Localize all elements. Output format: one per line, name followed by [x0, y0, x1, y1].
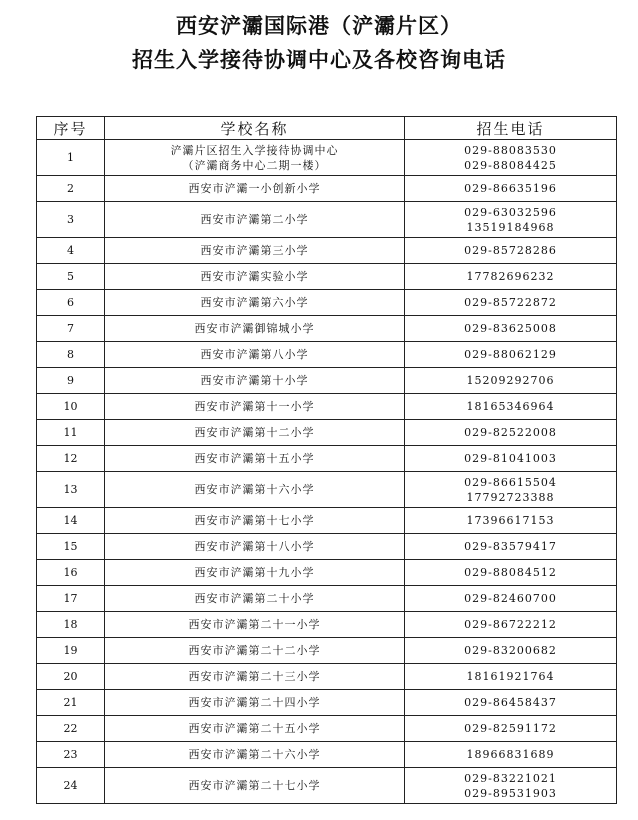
school-name-cell — [105, 638, 405, 664]
phone-number: 029-83579417 — [464, 540, 557, 553]
phone-number: 18966831689 — [466, 748, 555, 761]
table-row — [37, 560, 617, 586]
phone-cell — [405, 586, 617, 612]
school-name-cell — [105, 586, 405, 612]
row-number: 19 — [37, 638, 105, 664]
phone-cell — [405, 534, 617, 560]
phone-cell — [405, 342, 617, 368]
table-row — [37, 290, 617, 316]
school-name-cell — [105, 560, 405, 586]
phone-number: 029-85728286 — [464, 244, 557, 257]
phone-cell — [405, 264, 617, 290]
school-name: 西安市浐灞第二十三小学 — [188, 670, 321, 683]
phone-cell — [405, 202, 617, 238]
phone-cell — [405, 472, 617, 508]
row-number: 22 — [37, 716, 105, 742]
school-name-cell — [105, 368, 405, 394]
row-number: 11 — [37, 420, 105, 446]
phone-number: 029-86615504 — [464, 475, 557, 489]
school-name-cell — [105, 508, 405, 534]
document-title-line-2: 招生入学接待协调中心及各校咨询电话 — [132, 47, 506, 72]
row-number: 8 — [37, 342, 105, 368]
row-number: 12 — [37, 446, 105, 472]
phone-number: 029-82591172 — [464, 722, 557, 735]
phone-cell — [405, 612, 617, 638]
school-name-cell — [105, 394, 405, 420]
school-name-cell — [105, 472, 405, 508]
school-name: 西安市浐灞实验小学 — [200, 270, 309, 283]
phone-cell — [405, 560, 617, 586]
row-number: 20 — [37, 664, 105, 690]
phone-cell — [405, 508, 617, 534]
phone-cell — [405, 176, 617, 202]
phone-cell — [405, 394, 617, 420]
phone-cell — [405, 290, 617, 316]
school-name: 西安市浐灞第十五小学 — [194, 452, 315, 465]
phone-number: 029-83221021 — [464, 771, 557, 785]
table-body — [37, 140, 617, 804]
phone-cell — [405, 690, 617, 716]
school-name: 西安市浐灞第十二小学 — [194, 426, 315, 439]
phone-number: 029-82522008 — [464, 426, 557, 439]
school-name-cell — [105, 742, 405, 768]
table-row — [37, 420, 617, 446]
school-name-cell — [105, 420, 405, 446]
school-name: 西安市浐灞第六小学 — [200, 296, 309, 309]
school-name: 西安市浐灞第二十五小学 — [188, 722, 321, 735]
phone-number: 029-89531903 — [464, 786, 557, 800]
school-name: 西安市浐灞第二十二小学 — [188, 644, 321, 657]
school-name: 西安市浐灞第十八小学 — [194, 540, 315, 553]
table-row — [37, 140, 617, 176]
row-number: 6 — [37, 290, 105, 316]
phone-number: 15209292706 — [466, 374, 555, 387]
table-row — [37, 586, 617, 612]
phone-cell — [405, 768, 617, 804]
row-number: 23 — [37, 742, 105, 768]
table-row — [37, 612, 617, 638]
table-row — [37, 394, 617, 420]
school-name-cell — [105, 446, 405, 472]
school-name: 西安市浐灞第二十一小学 — [188, 618, 321, 631]
table-row — [37, 690, 617, 716]
phone-cell — [405, 664, 617, 690]
table-row — [37, 264, 617, 290]
phone-number: 029-86722212 — [464, 618, 557, 631]
school-name: 西安市浐灞第三小学 — [200, 244, 309, 257]
school-name: （浐灞商务中心二期一楼） — [182, 158, 327, 172]
school-name-cell — [105, 316, 405, 342]
row-number: 2 — [37, 176, 105, 202]
table-row — [37, 316, 617, 342]
phone-number: 029-83200682 — [464, 644, 557, 657]
school-name-cell — [105, 612, 405, 638]
phone-number: 029-88084512 — [464, 566, 557, 579]
table-row — [37, 446, 617, 472]
school-name: 西安市浐灞御锦城小学 — [194, 322, 315, 335]
school-name: 西安市浐灞第十七小学 — [194, 514, 315, 527]
row-number: 13 — [37, 472, 105, 508]
school-name-cell — [105, 176, 405, 202]
school-name: 西安市浐灞第二十七小学 — [188, 779, 321, 792]
row-number: 9 — [37, 368, 105, 394]
school-name-cell — [105, 716, 405, 742]
phone-cell — [405, 716, 617, 742]
table-row — [37, 368, 617, 394]
school-name: 西安市浐灞第二十六小学 — [188, 748, 321, 761]
table-row — [37, 716, 617, 742]
school-name: 西安市浐灞第十九小学 — [194, 566, 315, 579]
phone-number: 029-86635196 — [464, 182, 557, 195]
table-row — [37, 664, 617, 690]
row-number: 14 — [37, 508, 105, 534]
row-number: 4 — [37, 238, 105, 264]
school-name-cell — [105, 238, 405, 264]
phone-number: 18165346964 — [466, 400, 555, 413]
row-number: 3 — [37, 202, 105, 238]
phone-number: 029-86458437 — [464, 696, 557, 709]
document-title-line-1: 西安浐灞国际港（浐灞片区） — [176, 13, 462, 38]
row-number: 18 — [37, 612, 105, 638]
phone-number: 13519184968 — [466, 220, 555, 234]
row-number: 16 — [37, 560, 105, 586]
phone-cell — [405, 140, 617, 176]
school-name: 西安市浐灞第八小学 — [200, 348, 309, 361]
school-name: 西安市浐灞第二十四小学 — [188, 696, 321, 709]
table-row — [37, 472, 617, 508]
table-row — [37, 238, 617, 264]
school-name: 西安市浐灞第十六小学 — [194, 483, 315, 496]
school-name: 西安市浐灞一小创新小学 — [188, 182, 321, 195]
row-number: 15 — [37, 534, 105, 560]
table-row — [37, 202, 617, 238]
school-name: 西安市浐灞第二小学 — [200, 213, 309, 226]
school-name-cell — [105, 342, 405, 368]
row-number: 10 — [37, 394, 105, 420]
header-school-name: 学校名称 — [105, 117, 405, 140]
school-name: 浐灞片区招生入学接待协调中心 — [170, 143, 339, 157]
phone-number: 029-88084425 — [464, 158, 557, 172]
row-number: 21 — [37, 690, 105, 716]
row-number: 17 — [37, 586, 105, 612]
table-header-row — [37, 117, 617, 140]
phone-number: 029-88062129 — [464, 348, 557, 361]
school-name-cell — [105, 140, 405, 176]
phone-number: 029-82460700 — [464, 592, 557, 605]
phone-number: 17792723388 — [466, 490, 555, 504]
table-row — [37, 176, 617, 202]
table-row — [37, 638, 617, 664]
phone-number: 18161921764 — [466, 670, 555, 683]
row-number: 7 — [37, 316, 105, 342]
phone-cell — [405, 238, 617, 264]
phone-number: 029-63032596 — [464, 205, 557, 219]
table-row — [37, 742, 617, 768]
header-number: 序号 — [37, 117, 105, 140]
phone-number: 17782696232 — [466, 270, 555, 283]
phone-cell — [405, 638, 617, 664]
school-name: 西安市浐灞第十小学 — [200, 374, 309, 387]
table-row — [37, 342, 617, 368]
phone-cell — [405, 316, 617, 342]
school-name-cell — [105, 768, 405, 804]
phone-cell — [405, 742, 617, 768]
school-name: 西安市浐灞第十一小学 — [194, 400, 315, 413]
school-name-cell — [105, 664, 405, 690]
school-name-cell — [105, 202, 405, 238]
phone-cell — [405, 368, 617, 394]
phone-number: 029-83625008 — [464, 322, 557, 335]
row-number: 1 — [37, 140, 105, 176]
row-number: 24 — [37, 768, 105, 804]
phone-number: 029-88083530 — [464, 143, 557, 157]
school-name: 西安市浐灞第二十小学 — [194, 592, 315, 605]
school-name-cell — [105, 534, 405, 560]
table-row — [37, 534, 617, 560]
phone-number: 17396617153 — [466, 514, 555, 527]
table-row — [37, 508, 617, 534]
school-name-cell — [105, 264, 405, 290]
header-phone: 招生电话 — [405, 117, 617, 140]
phone-number: 029-85722872 — [464, 296, 557, 309]
school-name-cell — [105, 290, 405, 316]
phone-cell — [405, 420, 617, 446]
table-row — [37, 768, 617, 804]
phone-cell — [405, 446, 617, 472]
school-name-cell — [105, 690, 405, 716]
contact-table — [36, 116, 617, 804]
row-number: 5 — [37, 264, 105, 290]
phone-number: 029-81041003 — [464, 452, 557, 465]
